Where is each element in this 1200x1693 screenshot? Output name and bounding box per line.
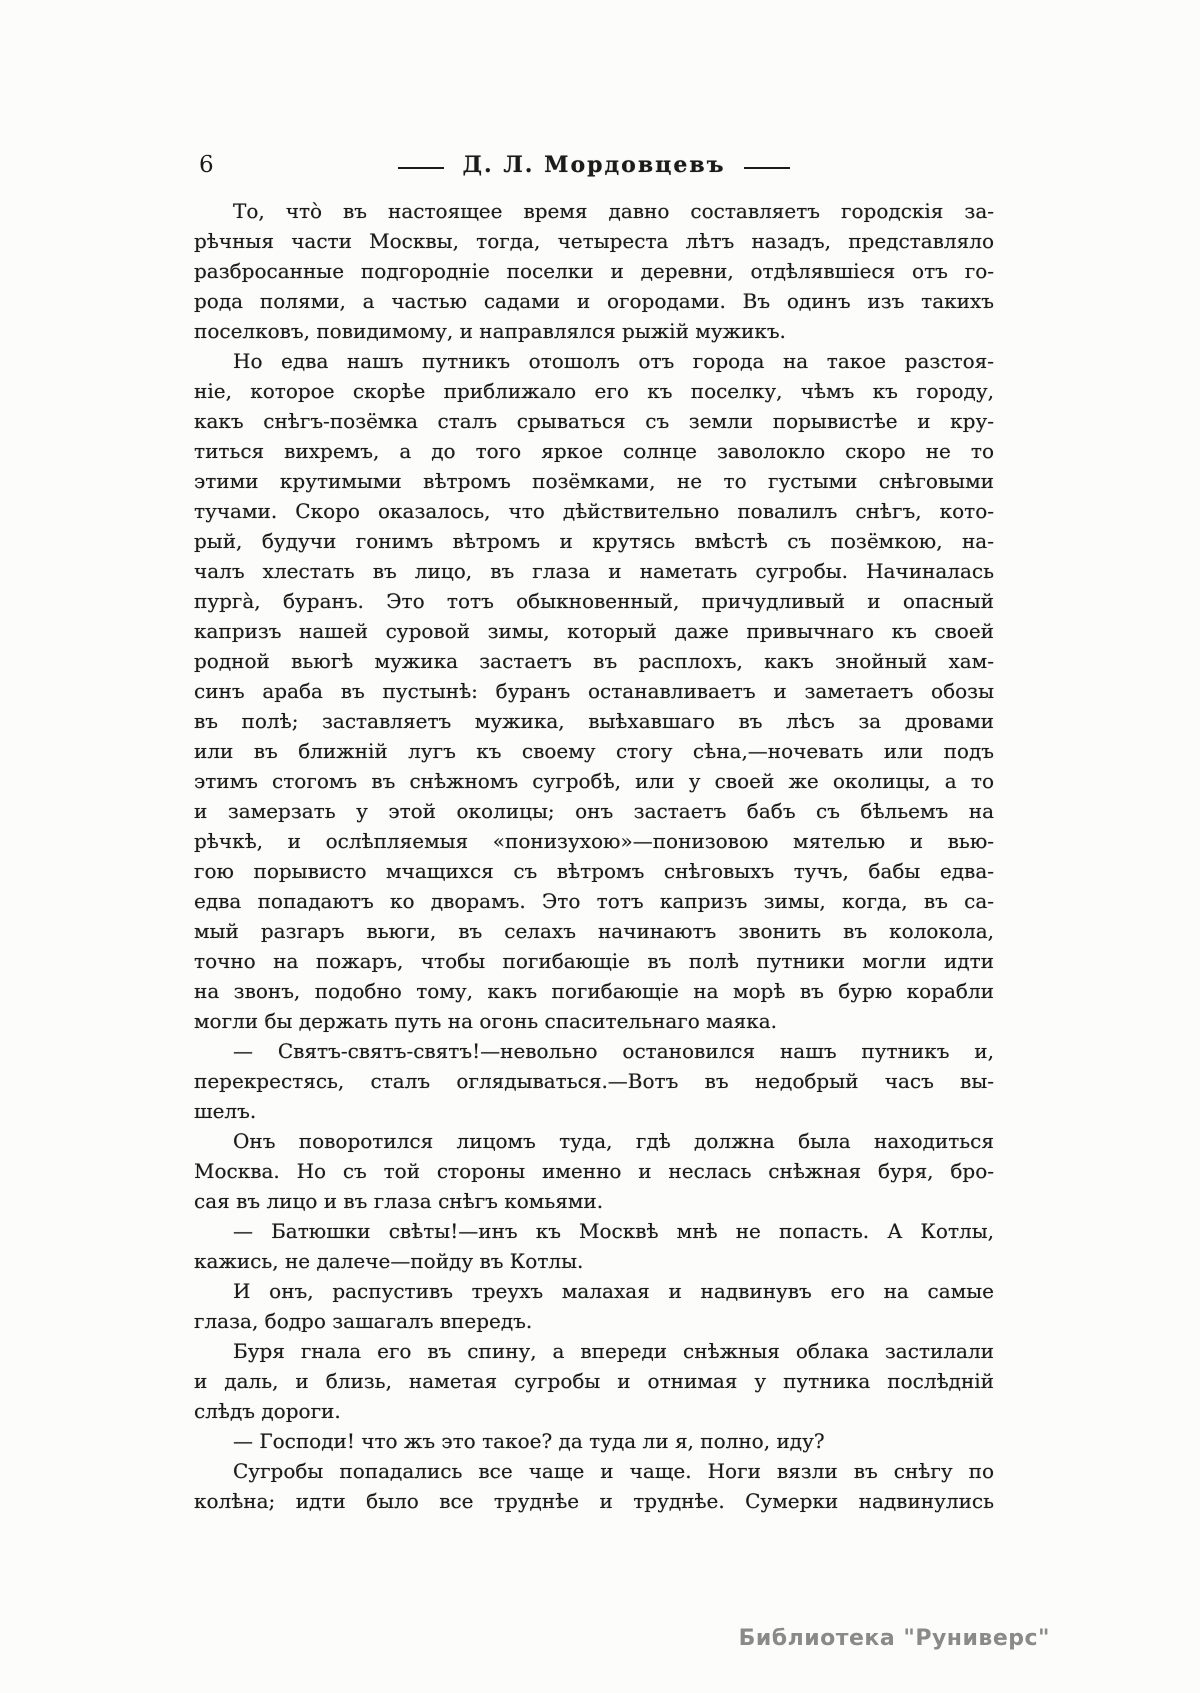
paragraph xyxy=(194,1126,994,1216)
header-rule-left-icon xyxy=(398,167,444,169)
text-line: шелъ. xyxy=(194,1099,257,1123)
text-line: тучами. Скоро оказалось, что дѣйствительно повалилъ снѣгъ, кото- xyxy=(194,499,994,523)
running-title xyxy=(194,152,994,178)
paragraph xyxy=(194,1216,994,1276)
text-line: сая въ лицо и въ глаза снѣгъ комьями. xyxy=(194,1189,604,1213)
text-line: гою порывисто мчащихся съ вѣтромъ снѣговыхъ тучъ, бабы едва- xyxy=(194,859,994,883)
text-line: кажись, не далече—пойду въ Котлы. xyxy=(194,1249,584,1273)
text-line: перекрестясь, сталъ оглядываться.—Вотъ въ недобрый часъ вы- xyxy=(194,1069,994,1093)
body-text xyxy=(194,196,994,1516)
text-line: на звонъ, подобно тому, какъ погибающіе на морѣ въ бурю корабли xyxy=(194,979,994,1003)
header-rule-right-icon xyxy=(744,167,790,169)
text-line: глаза, бодро зашагалъ впередъ. xyxy=(194,1309,533,1333)
text-line: титься вихремъ, а до того яркое солнце заволокло скоро не то xyxy=(194,439,994,463)
library-watermark: Библиотека "Руниверс" xyxy=(738,1626,1050,1651)
text-line: разбросанные подгородніе поселки и деревни, отдѣлявшіеся отъ го- xyxy=(194,259,994,283)
text-line: синъ араба въ пустынѣ: буранъ останавливаетъ и заметаетъ обозы xyxy=(194,679,994,703)
paragraph xyxy=(194,346,994,1036)
text-line: И онъ, распустивъ треухъ малахая и надвинувъ его на самые xyxy=(233,1279,994,1303)
text-line: родной вьюгѣ мужика застаетъ въ расплохъ, какъ знойный хам- xyxy=(194,649,994,673)
text-line: едва попадаютъ ко дворамъ. Это тотъ капризъ зимы, когда, въ са- xyxy=(194,889,994,913)
text-line: рода полями, а частью садами и огородами. Въ одинъ изъ такихъ xyxy=(194,289,994,313)
text-line: Онъ поворотился лицомъ туда, гдѣ должна была находиться xyxy=(233,1129,994,1153)
page-header xyxy=(194,152,994,178)
text-line: колѣна; идти было все труднѣе и труднѣе. Сумерки надвинулись xyxy=(194,1489,994,1513)
text-line: этими крутимыми вѣтромъ позёмками, не то густыми снѣговыми xyxy=(194,469,994,493)
text-line: рѣчныя части Москвы, тогда, четыреста лѣтъ назадъ, представляло xyxy=(194,229,994,253)
text-line: точно на пожаръ, чтобы погибающіе въ полѣ путники могли идти xyxy=(194,949,994,973)
text-line: Но едва нашъ путникъ отошолъ отъ города на такое разстоя- xyxy=(233,349,994,373)
paragraph xyxy=(194,1036,994,1126)
text-line: поселковъ, повидимому, и направлялся рыжій мужикъ. xyxy=(194,319,786,343)
text-line: или въ ближній лугъ къ своему стогу сѣна,—ночевать или подъ xyxy=(194,739,994,763)
text-line: Сугробы попадались все чаще и чаще. Ноги вязли въ снѣгу по xyxy=(233,1459,994,1483)
text-line: Москва. Но съ той стороны именно и неслась снѣжная буря, бро- xyxy=(194,1159,994,1183)
text-line: чалъ хлестать въ лицо, въ глаза и наметать сугробы. Начиналась xyxy=(194,559,994,583)
paragraph xyxy=(194,196,994,346)
paragraph xyxy=(194,1456,994,1516)
text-line: — Святъ-святъ-святъ!—невольно остановился нашъ путникъ и, xyxy=(233,1039,994,1063)
paragraph xyxy=(194,1336,994,1426)
text-line: капризъ нашей суровой зимы, который даже привычнаго къ своей xyxy=(194,619,994,643)
text-line: какъ снѣгъ-позёмка сталъ срываться съ земли порывистѣе и кру- xyxy=(194,409,994,433)
text-line: рый, будучи гонимъ вѣтромъ и крутясь вмѣстѣ съ позёмкою, на- xyxy=(194,529,994,553)
text-line: Буря гнала его въ спину, а впереди снѣжныя облака застилали xyxy=(233,1339,994,1363)
paragraph xyxy=(194,1426,994,1456)
running-title-text: Д. Л. Мордовцевъ xyxy=(462,152,726,178)
text-line: рѣчкѣ, и ослѣпляемыя «понизухою»—понизовою мятелью и вью- xyxy=(194,829,994,853)
text-line: мый разгаръ вьюги, въ селахъ начинаютъ звонить въ колокола, xyxy=(194,919,994,943)
text-line: въ полѣ; заставляетъ мужика, выѣхавшаго въ лѣсъ за дровами xyxy=(194,709,994,733)
text-line: пургà, буранъ. Это тотъ обыкновенный, причудливый и опасный xyxy=(194,589,994,613)
text-line: слѣдъ дороги. xyxy=(194,1399,341,1423)
text-line: и замерзать у этой околицы; онъ застаетъ бабъ съ бѣльемъ на xyxy=(194,799,994,823)
text-line: — Господи! что жъ это такое? да туда ли я, полно, иду? xyxy=(233,1429,825,1453)
text-line: могли бы держать путь на огонь спасительнаго маяка. xyxy=(194,1009,778,1033)
text-line: — Батюшки свѣты!—инъ къ Москвѣ мнѣ не попасть. А Котлы, xyxy=(233,1219,994,1243)
paragraph xyxy=(194,1276,994,1336)
text-line: То, чтò въ настоящее время давно составляетъ городскія за- xyxy=(233,199,994,223)
text-line: и даль, и близь, наметая сугробы и отнимая у путника послѣдній xyxy=(194,1369,994,1393)
text-line: ніе, которое скорѣе приближало его къ поселку, чѣмъ къ городу, xyxy=(194,379,994,403)
page-number: 6 xyxy=(199,152,214,178)
text-line: этимъ стогомъ въ снѣжномъ сугробѣ, или у своей же околицы, а то xyxy=(194,769,994,793)
